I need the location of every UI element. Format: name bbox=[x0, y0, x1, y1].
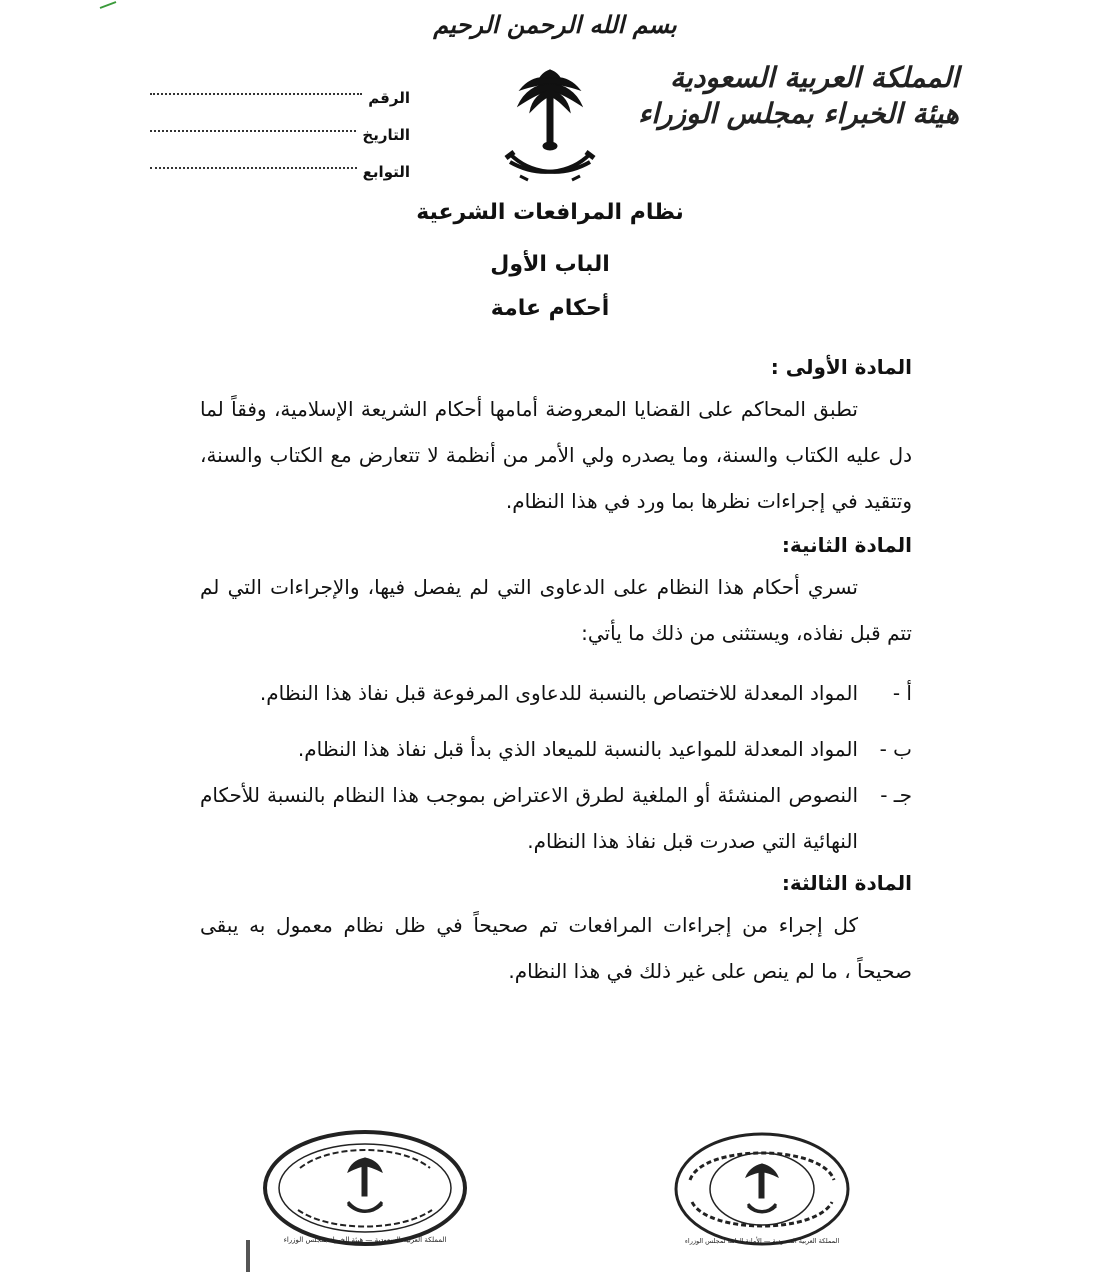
basmala: بسم الله الرحمن الرحيم bbox=[433, 10, 677, 39]
article-2-item-c bbox=[200, 772, 912, 864]
ref-attachments-label: التوابع bbox=[362, 163, 410, 181]
ref-date-row bbox=[150, 107, 410, 144]
official-seal-left bbox=[260, 1128, 470, 1248]
article-2-heading: المادة الثانية: bbox=[781, 533, 912, 557]
article-1-heading: المادة الأولى : bbox=[770, 355, 912, 379]
seal-ring-text: المملكة العربية السعودية — هيئة الخبراء بمجلس الوزراء bbox=[283, 1236, 447, 1244]
item-text: النصوص المنشئة أو الملغية لطرق الاعتراض بموجب هذا النظام بالنسبة للأحكام النهائية التي صدرت قبل نفاذ هذا النظام. bbox=[200, 783, 858, 853]
margin-mark bbox=[246, 1240, 250, 1272]
org-agency: هيئة الخبراء بمجلس الوزراء bbox=[638, 97, 959, 130]
item-text: المواد المعدلة للاختصاص بالنسبة للدعاوى المرفوعة قبل نفاذ هذا النظام. bbox=[259, 681, 858, 705]
chapter-title: الباب الأول bbox=[490, 252, 610, 277]
item-marker: ب - bbox=[879, 737, 912, 761]
document-title: نظام المرافعات الشرعية bbox=[416, 200, 684, 225]
issuing-organization bbox=[638, 60, 959, 132]
item-marker: جـ - bbox=[880, 783, 912, 807]
ref-number-row bbox=[150, 70, 410, 107]
ref-date-label: التاريخ bbox=[362, 126, 410, 144]
seal-ring-text: المملكة العربية السعودية — الأمانة العامة لمجلس الوزراء bbox=[684, 1237, 840, 1245]
item-marker: أ - bbox=[892, 681, 912, 705]
ref-attachments-line bbox=[150, 166, 357, 169]
ref-date-line bbox=[150, 129, 356, 132]
article-2-item-b bbox=[200, 726, 912, 772]
ref-attachments-row bbox=[150, 144, 410, 181]
official-seal-right bbox=[672, 1130, 852, 1248]
corner-mark bbox=[98, 0, 118, 10]
article-2-item-a bbox=[200, 670, 912, 716]
article-3-text: كل إجراء من إجراءات المرافعات تم صحيحاً في ظل نظام معمول به يبقى صحيحاً ، ما لم ينص على غير ذلك في هذا النظام. bbox=[200, 913, 912, 983]
reference-fields bbox=[150, 70, 410, 181]
article-3-heading: المادة الثالثة: bbox=[781, 871, 912, 895]
ref-number-label: الرقم bbox=[368, 89, 410, 107]
item-text: المواد المعدلة للمواعيد بالنسبة للميعاد الذي بدأ قبل نفاذ هذا النظام. bbox=[297, 737, 858, 761]
document-body bbox=[200, 352, 912, 994]
org-country: المملكة العربية السعودية bbox=[670, 61, 959, 94]
ref-number-line bbox=[150, 92, 362, 95]
article-1-text: تطبق المحاكم على القضايا المعروضة أمامها أحكام الشريعة الإسلامية، وفقاً لما دل عليه الكتاب والسنة، وما يصدره ولي الأمر من أنظمة لا تتعارض مع الكتاب والسنة، وتتقيد في إجراءات نظرها بما ورد في هذا النظام. bbox=[200, 397, 912, 513]
article-2-text: تسري أحكام هذا النظام على الدعاوى التي لم يفصل فيها، والإجراءات التي لم تتم قبل نفاذه، ويستثنى من ذلك ما يأتي: bbox=[200, 575, 912, 645]
saudi-emblem-icon bbox=[500, 62, 600, 190]
section-title: أحكام عامة bbox=[490, 296, 610, 321]
